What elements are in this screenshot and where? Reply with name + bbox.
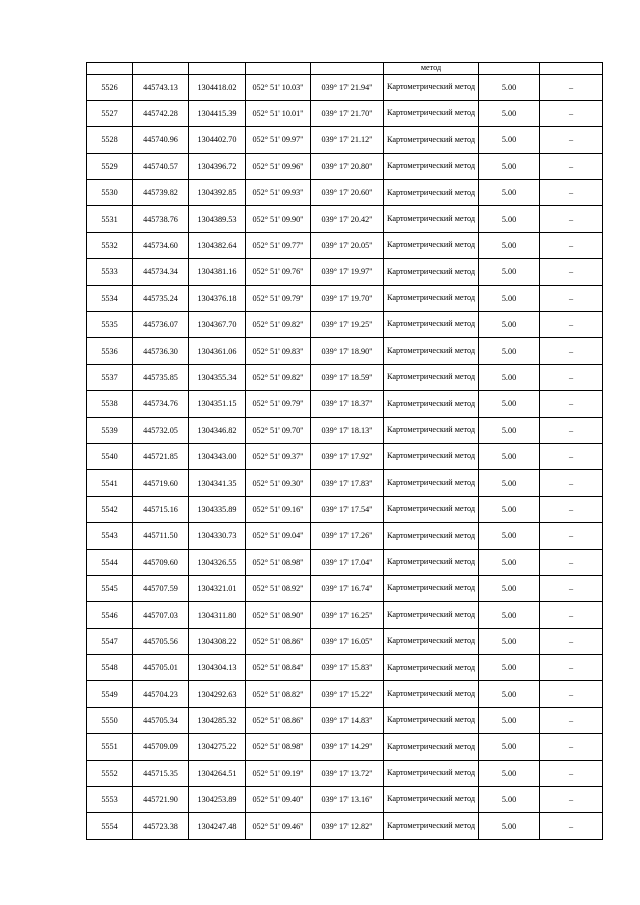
- cell-note: –: [540, 285, 603, 311]
- cell-accuracy: 5.00: [479, 180, 540, 206]
- cell-longitude: 039° 17' 17.83": [311, 470, 384, 496]
- cell-longitude: 039° 17' 19.70": [311, 285, 384, 311]
- table-row: [87, 443, 603, 469]
- cell-x: 445734.60: [133, 232, 189, 258]
- cell-longitude: 039° 17' 17.92": [311, 443, 384, 469]
- cell-note: –: [540, 259, 603, 285]
- cell-x: 445736.30: [133, 338, 189, 364]
- table-row: [87, 312, 603, 338]
- cell-x: 445715.35: [133, 760, 189, 786]
- cell-method: Картометрический метод: [384, 100, 479, 126]
- cell-longitude: 039° 17' 14.83": [311, 707, 384, 733]
- table-row: [87, 127, 603, 153]
- cell-longitude: 039° 17' 17.26": [311, 523, 384, 549]
- cell-accuracy: 5.00: [479, 549, 540, 575]
- cell-latitude: 052° 51' 09.82": [246, 364, 311, 390]
- cell-y: 1304341.35: [189, 470, 246, 496]
- cell-y: 1304285.32: [189, 707, 246, 733]
- cell-accuracy: 5.00: [479, 100, 540, 126]
- cell-point-number: 5529: [87, 153, 133, 179]
- cell-y: 1304367.70: [189, 312, 246, 338]
- cell-accuracy: 5.00: [479, 391, 540, 417]
- table-row: [87, 206, 603, 232]
- cell-accuracy: 5.00: [479, 681, 540, 707]
- cell-accuracy: 5.00: [479, 364, 540, 390]
- cell-accuracy: 5.00: [479, 443, 540, 469]
- cell-longitude: 039° 17' 21.12": [311, 127, 384, 153]
- cell-latitude: 052° 51' 08.98": [246, 549, 311, 575]
- cell-point-number: 5544: [87, 549, 133, 575]
- cell-longitude: 039° 17' 16.74": [311, 575, 384, 601]
- cell-note: –: [540, 180, 603, 206]
- cell-method: Картометрический метод: [384, 760, 479, 786]
- cell-accuracy: 5.00: [479, 127, 540, 153]
- cell-method: Картометрический метод: [384, 602, 479, 628]
- cell-note: –: [540, 760, 603, 786]
- cell-note: –: [540, 813, 603, 839]
- cell-point-number: 5553: [87, 787, 133, 813]
- cell-accuracy: 5.00: [479, 153, 540, 179]
- cell-method: Картометрический метод: [384, 707, 479, 733]
- cell-method: Картометрический метод: [384, 496, 479, 522]
- table-row: [87, 285, 603, 311]
- cell-y: 1304264.51: [189, 760, 246, 786]
- table-row: [87, 232, 603, 258]
- cell-point-number: 5540: [87, 443, 133, 469]
- cell-method: Картометрический метод: [384, 655, 479, 681]
- cell-accuracy: 5.00: [479, 285, 540, 311]
- cell-method: Картометрический метод: [384, 681, 479, 707]
- cell-x: 445721.85: [133, 443, 189, 469]
- cell-accuracy: 5.00: [479, 655, 540, 681]
- table-row: [87, 496, 603, 522]
- cell-x: 445740.57: [133, 153, 189, 179]
- cell-point-number: 5550: [87, 707, 133, 733]
- cell-note: –: [540, 707, 603, 733]
- cell-accuracy: 5.00: [479, 417, 540, 443]
- cell-x: 445707.03: [133, 602, 189, 628]
- cell-note: –: [540, 391, 603, 417]
- cell-empty: [540, 63, 603, 75]
- cell-note: –: [540, 523, 603, 549]
- cell-longitude: 039° 17' 18.90": [311, 338, 384, 364]
- cell-y: 1304308.22: [189, 628, 246, 654]
- cell-longitude: 039° 17' 21.70": [311, 100, 384, 126]
- table-row: [87, 523, 603, 549]
- cell-method: Картометрический метод: [384, 232, 479, 258]
- cell-method: Картометрический метод: [384, 734, 479, 760]
- cell-y: 1304351.15: [189, 391, 246, 417]
- cell-point-number: 5526: [87, 74, 133, 100]
- cell-y: 1304361.06: [189, 338, 246, 364]
- cell-latitude: 052° 51' 09.30": [246, 470, 311, 496]
- cell-longitude: 039° 17' 12.82": [311, 813, 384, 839]
- cell-method: Картометрический метод: [384, 470, 479, 496]
- cell-point-number: 5542: [87, 496, 133, 522]
- cell-point-number: 5545: [87, 575, 133, 601]
- cell-latitude: 052° 51' 09.04": [246, 523, 311, 549]
- cell-point-number: 5547: [87, 628, 133, 654]
- cell-method: Картометрический метод: [384, 74, 479, 100]
- cell-note: –: [540, 312, 603, 338]
- cell-empty: [189, 63, 246, 75]
- cell-x: 445740.96: [133, 127, 189, 153]
- cell-note: –: [540, 100, 603, 126]
- cell-x: 445742.28: [133, 100, 189, 126]
- cell-x: 445705.56: [133, 628, 189, 654]
- cell-y: 1304346.82: [189, 417, 246, 443]
- cell-longitude: 039° 17' 19.25": [311, 312, 384, 338]
- cell-method: Картометрический метод: [384, 285, 479, 311]
- coordinates-table: [86, 62, 603, 840]
- cell-method: Картометрический метод: [384, 628, 479, 654]
- cell-longitude: 039° 17' 15.22": [311, 681, 384, 707]
- cell-note: –: [540, 787, 603, 813]
- cell-longitude: 039° 17' 16.25": [311, 602, 384, 628]
- cell-y: 1304321.01: [189, 575, 246, 601]
- cell-x: 445707.59: [133, 575, 189, 601]
- cell-empty: [246, 63, 311, 75]
- cell-method: Картометрический метод: [384, 523, 479, 549]
- cell-y: 1304402.70: [189, 127, 246, 153]
- cell-method: Картометрический метод: [384, 417, 479, 443]
- cell-latitude: 052° 51' 09.16": [246, 496, 311, 522]
- cell-y: 1304247.48: [189, 813, 246, 839]
- table-row: [87, 259, 603, 285]
- cell-x: 445705.01: [133, 655, 189, 681]
- cell-note: –: [540, 74, 603, 100]
- cell-accuracy: 5.00: [479, 602, 540, 628]
- table-row: [87, 100, 603, 126]
- cell-longitude: 039° 17' 18.59": [311, 364, 384, 390]
- cell-x: 445735.85: [133, 364, 189, 390]
- table-row: [87, 391, 603, 417]
- cell-y: 1304382.64: [189, 232, 246, 258]
- cell-empty: [133, 63, 189, 75]
- cell-latitude: 052° 51' 09.76": [246, 259, 311, 285]
- cell-latitude: 052° 51' 09.79": [246, 285, 311, 311]
- cell-y: 1304253.89: [189, 787, 246, 813]
- table-row: [87, 760, 603, 786]
- table-row: [87, 681, 603, 707]
- cell-accuracy: 5.00: [479, 575, 540, 601]
- cell-point-number: 5548: [87, 655, 133, 681]
- cell-y: 1304326.55: [189, 549, 246, 575]
- cell-x: 445735.24: [133, 285, 189, 311]
- cell-latitude: 052° 51' 09.40": [246, 787, 311, 813]
- cell-longitude: 039° 17' 14.29": [311, 734, 384, 760]
- cell-accuracy: 5.00: [479, 523, 540, 549]
- table-row: [87, 787, 603, 813]
- cell-y: 1304292.63: [189, 681, 246, 707]
- cell-accuracy: 5.00: [479, 259, 540, 285]
- cell-point-number: 5537: [87, 364, 133, 390]
- cell-method: Картометрический метод: [384, 549, 479, 575]
- cell-y: 1304396.72: [189, 153, 246, 179]
- cell-x: 445715.16: [133, 496, 189, 522]
- cell-x: 445705.34: [133, 707, 189, 733]
- table-row: [87, 153, 603, 179]
- table-row: [87, 575, 603, 601]
- cell-latitude: 052° 51' 09.19": [246, 760, 311, 786]
- cell-latitude: 052° 51' 09.70": [246, 417, 311, 443]
- cell-longitude: 039° 17' 20.60": [311, 180, 384, 206]
- cell-latitude: 052° 51' 10.03": [246, 74, 311, 100]
- cell-method: Картометрический метод: [384, 813, 479, 839]
- cell-empty: [311, 63, 384, 75]
- cell-longitude: 039° 17' 19.97": [311, 259, 384, 285]
- cell-accuracy: 5.00: [479, 813, 540, 839]
- cell-point-number: 5531: [87, 206, 133, 232]
- cell-x: 445743.13: [133, 74, 189, 100]
- cell-note: –: [540, 734, 603, 760]
- cell-note: –: [540, 206, 603, 232]
- cell-longitude: 039° 17' 16.05": [311, 628, 384, 654]
- cell-longitude: 039° 17' 17.04": [311, 549, 384, 575]
- cell-longitude: 039° 17' 15.83": [311, 655, 384, 681]
- cell-method: Картометрический метод: [384, 127, 479, 153]
- cell-note: –: [540, 575, 603, 601]
- cell-method: Картометрический метод: [384, 206, 479, 232]
- cell-latitude: 052° 51' 09.93": [246, 180, 311, 206]
- cell-point-number: 5551: [87, 734, 133, 760]
- cell-x: 445709.09: [133, 734, 189, 760]
- cell-x: 445736.07: [133, 312, 189, 338]
- cell-note: –: [540, 496, 603, 522]
- table-row: [87, 734, 603, 760]
- cell-accuracy: 5.00: [479, 470, 540, 496]
- table-row: [87, 470, 603, 496]
- table-row: [87, 74, 603, 100]
- cell-method: Картометрический метод: [384, 443, 479, 469]
- cell-accuracy: 5.00: [479, 338, 540, 364]
- cell-y: 1304418.02: [189, 74, 246, 100]
- cell-point-number: 5527: [87, 100, 133, 126]
- cell-point-number: 5541: [87, 470, 133, 496]
- cell-point-number: 5539: [87, 417, 133, 443]
- cell-note: –: [540, 681, 603, 707]
- cell-longitude: 039° 17' 13.16": [311, 787, 384, 813]
- cell-note: –: [540, 628, 603, 654]
- cell-y: 1304381.16: [189, 259, 246, 285]
- cell-accuracy: 5.00: [479, 312, 540, 338]
- cell-x: 445711.50: [133, 523, 189, 549]
- cell-point-number: 5552: [87, 760, 133, 786]
- cell-latitude: 052° 51' 09.90": [246, 206, 311, 232]
- cell-accuracy: 5.00: [479, 206, 540, 232]
- cell-latitude: 052° 51' 08.86": [246, 707, 311, 733]
- cell-longitude: 039° 17' 18.13": [311, 417, 384, 443]
- cell-accuracy: 5.00: [479, 74, 540, 100]
- table-row: [87, 338, 603, 364]
- cell-note: –: [540, 443, 603, 469]
- cell-method: Картометрический метод: [384, 153, 479, 179]
- cell-y: 1304275.22: [189, 734, 246, 760]
- cell-latitude: 052° 51' 10.01": [246, 100, 311, 126]
- cell-accuracy: 5.00: [479, 760, 540, 786]
- cell-y: 1304343.00: [189, 443, 246, 469]
- cell-latitude: 052° 51' 09.37": [246, 443, 311, 469]
- cell-note: –: [540, 417, 603, 443]
- cell-point-number: 5534: [87, 285, 133, 311]
- cell-latitude: 052° 51' 08.90": [246, 602, 311, 628]
- cell-y: 1304304.13: [189, 655, 246, 681]
- cell-point-number: 5536: [87, 338, 133, 364]
- cell-latitude: 052° 51' 09.77": [246, 232, 311, 258]
- cell-x: 445723.38: [133, 813, 189, 839]
- cell-point-number: 5532: [87, 232, 133, 258]
- cell-point-number: 5546: [87, 602, 133, 628]
- cell-longitude: 039° 17' 21.94": [311, 74, 384, 100]
- cell-empty: [87, 63, 133, 75]
- cell-x: 445719.60: [133, 470, 189, 496]
- cell-x: 445732.05: [133, 417, 189, 443]
- cell-y: 1304376.18: [189, 285, 246, 311]
- cell-method-continued: метод: [384, 63, 479, 75]
- cell-latitude: 052° 51' 09.82": [246, 312, 311, 338]
- cell-y: 1304335.89: [189, 496, 246, 522]
- cell-y: 1304415.39: [189, 100, 246, 126]
- table-row: [87, 655, 603, 681]
- cell-point-number: 5530: [87, 180, 133, 206]
- table-row: [87, 417, 603, 443]
- table-row: [87, 180, 603, 206]
- cell-note: –: [540, 602, 603, 628]
- cell-point-number: 5528: [87, 127, 133, 153]
- cell-accuracy: 5.00: [479, 496, 540, 522]
- cell-accuracy: 5.00: [479, 628, 540, 654]
- cell-latitude: 052° 51' 09.97": [246, 127, 311, 153]
- cell-method: Картометрический метод: [384, 312, 479, 338]
- cell-point-number: 5549: [87, 681, 133, 707]
- cell-method: Картометрический метод: [384, 787, 479, 813]
- cell-x: 445721.90: [133, 787, 189, 813]
- cell-point-number: 5543: [87, 523, 133, 549]
- table-row: [87, 628, 603, 654]
- cell-accuracy: 5.00: [479, 734, 540, 760]
- cell-x: 445738.76: [133, 206, 189, 232]
- cell-y: 1304330.73: [189, 523, 246, 549]
- cell-y: 1304311.80: [189, 602, 246, 628]
- table-body: [87, 63, 603, 840]
- cell-method: Картометрический метод: [384, 575, 479, 601]
- cell-method: Картометрический метод: [384, 338, 479, 364]
- cell-note: –: [540, 153, 603, 179]
- cell-x: 445709.60: [133, 549, 189, 575]
- cell-x: 445739.82: [133, 180, 189, 206]
- table-row: [87, 813, 603, 839]
- cell-longitude: 039° 17' 20.05": [311, 232, 384, 258]
- cell-latitude: 052° 51' 09.83": [246, 338, 311, 364]
- cell-accuracy: 5.00: [479, 232, 540, 258]
- cell-latitude: 052° 51' 08.86": [246, 628, 311, 654]
- cell-note: –: [540, 364, 603, 390]
- cell-method: Картометрический метод: [384, 391, 479, 417]
- cell-note: –: [540, 338, 603, 364]
- cell-y: 1304392.85: [189, 180, 246, 206]
- cell-point-number: 5533: [87, 259, 133, 285]
- cell-accuracy: 5.00: [479, 707, 540, 733]
- cell-point-number: 5538: [87, 391, 133, 417]
- cell-note: –: [540, 127, 603, 153]
- cell-note: –: [540, 232, 603, 258]
- cell-x: 445734.76: [133, 391, 189, 417]
- table-row: [87, 602, 603, 628]
- cell-latitude: 052° 51' 08.92": [246, 575, 311, 601]
- cell-longitude: 039° 17' 20.80": [311, 153, 384, 179]
- table-row: [87, 549, 603, 575]
- cell-latitude: 052° 51' 08.98": [246, 734, 311, 760]
- cell-y: 1304355.34: [189, 364, 246, 390]
- cell-longitude: 039° 17' 18.37": [311, 391, 384, 417]
- cell-method: Картометрический метод: [384, 259, 479, 285]
- cell-latitude: 052° 51' 09.46": [246, 813, 311, 839]
- cell-y: 1304389.53: [189, 206, 246, 232]
- cell-latitude: 052° 51' 08.82": [246, 681, 311, 707]
- cell-latitude: 052° 51' 09.96": [246, 153, 311, 179]
- cell-note: –: [540, 470, 603, 496]
- cell-method: Картометрический метод: [384, 364, 479, 390]
- cell-accuracy: 5.00: [479, 787, 540, 813]
- cell-point-number: 5535: [87, 312, 133, 338]
- cell-method: Картометрический метод: [384, 180, 479, 206]
- cell-longitude: 039° 17' 13.72": [311, 760, 384, 786]
- cell-longitude: 039° 17' 17.54": [311, 496, 384, 522]
- continued-row: [87, 63, 603, 75]
- table-row: [87, 364, 603, 390]
- cell-x: 445704.23: [133, 681, 189, 707]
- cell-x: 445734.34: [133, 259, 189, 285]
- cell-empty: [479, 63, 540, 75]
- cell-note: –: [540, 549, 603, 575]
- cell-note: –: [540, 655, 603, 681]
- cell-longitude: 039° 17' 20.42": [311, 206, 384, 232]
- table-row: [87, 707, 603, 733]
- cell-point-number: 5554: [87, 813, 133, 839]
- cell-latitude: 052° 51' 09.79": [246, 391, 311, 417]
- cell-latitude: 052° 51' 08.84": [246, 655, 311, 681]
